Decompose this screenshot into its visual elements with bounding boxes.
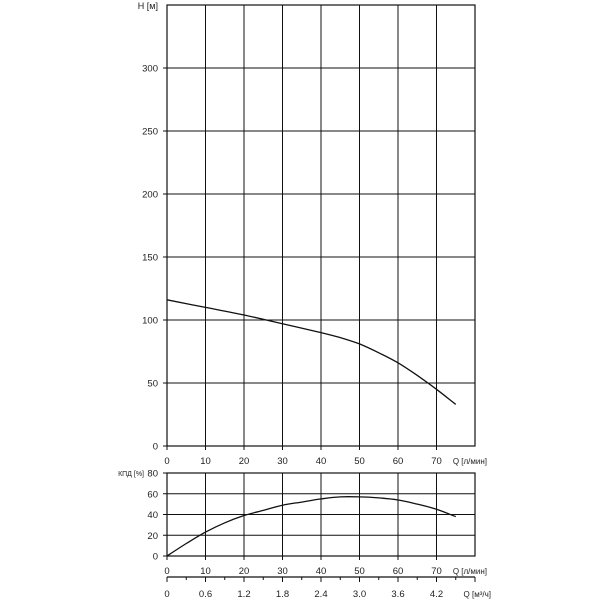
efficiency-y-tick-label-top: 80 [147, 468, 158, 480]
efficiency-x-tick-label: 40 [315, 566, 327, 577]
efficiency-x-axis-title: Q [л/мин] [452, 567, 487, 576]
head-x-tick-label: 20 [238, 456, 250, 467]
head-y-tick-label: 50 [147, 378, 158, 390]
head-x-tick-label: 50 [354, 456, 365, 467]
flow-m3h-tick-label: 1.2 [237, 589, 251, 600]
head-x-tick-label: 0 [164, 456, 170, 467]
efficiency-series-line [167, 497, 456, 556]
head-series-line [167, 300, 456, 405]
flow-m3h-axis [164, 577, 491, 600]
head-x-tick-label: 10 [200, 456, 211, 467]
flow-m3h-tick-label: 0.6 [198, 589, 213, 600]
efficiency-y-tick-label: 40 [147, 510, 158, 521]
head-y-tick-label: 150 [142, 252, 158, 264]
head-x-tick-label: 70 [431, 456, 442, 467]
efficiency-x-tick-label: 10 [200, 566, 211, 577]
efficiency-chart-grid [167, 473, 475, 556]
efficiency-x-tick-label: 50 [354, 566, 365, 577]
head-y-tick-label: 300 [142, 63, 158, 75]
efficiency-x-tick-label: 70 [431, 566, 442, 577]
flow-m3h-axis-title: Q [м³/ч] [463, 590, 491, 599]
flow-m3h-tick-label: 0 [164, 589, 170, 600]
head-x-tick-label: 40 [315, 456, 327, 467]
head-y-tick-label: 0 [152, 441, 158, 453]
head-y-axis-title: H [м] [137, 1, 158, 11]
efficiency-x-tick-label: 0 [164, 566, 170, 577]
flow-m3h-tick-label: 2.4 [314, 589, 328, 600]
efficiency-y-tick-label: 20 [147, 530, 158, 542]
efficiency-x-tick-label: 30 [277, 566, 288, 577]
efficiency-curve-layer [167, 497, 456, 556]
flow-m3h-tick-label: 1.8 [275, 589, 290, 600]
head-x-tick-label: 60 [392, 456, 404, 467]
head-chart-axes [138, 1, 487, 467]
efficiency-y-axis-title: КПД [%] [118, 471, 144, 478]
efficiency-y-tick-label: 0 [152, 551, 158, 563]
efficiency-x-tick-label: 20 [238, 566, 250, 577]
efficiency-x-tick-label: 60 [392, 566, 404, 577]
efficiency-chart-axes [118, 469, 487, 578]
head-y-tick-label: 100 [142, 315, 158, 327]
head-y-tick-label: 200 [142, 189, 158, 201]
efficiency-y-tick-label: 60 [147, 489, 158, 501]
head-x-axis-title: Q [л/мин] [452, 457, 487, 466]
head-chart-grid [167, 5, 475, 446]
flow-m3h-tick-label: 3.0 [352, 589, 367, 600]
flow-m3h-tick-label: 3.6 [391, 589, 405, 600]
head-y-tick-label: 250 [142, 126, 158, 138]
head-x-tick-label: 30 [277, 456, 288, 467]
head-curve-layer [167, 300, 456, 405]
flow-m3h-tick-label: 4.2 [429, 589, 444, 600]
